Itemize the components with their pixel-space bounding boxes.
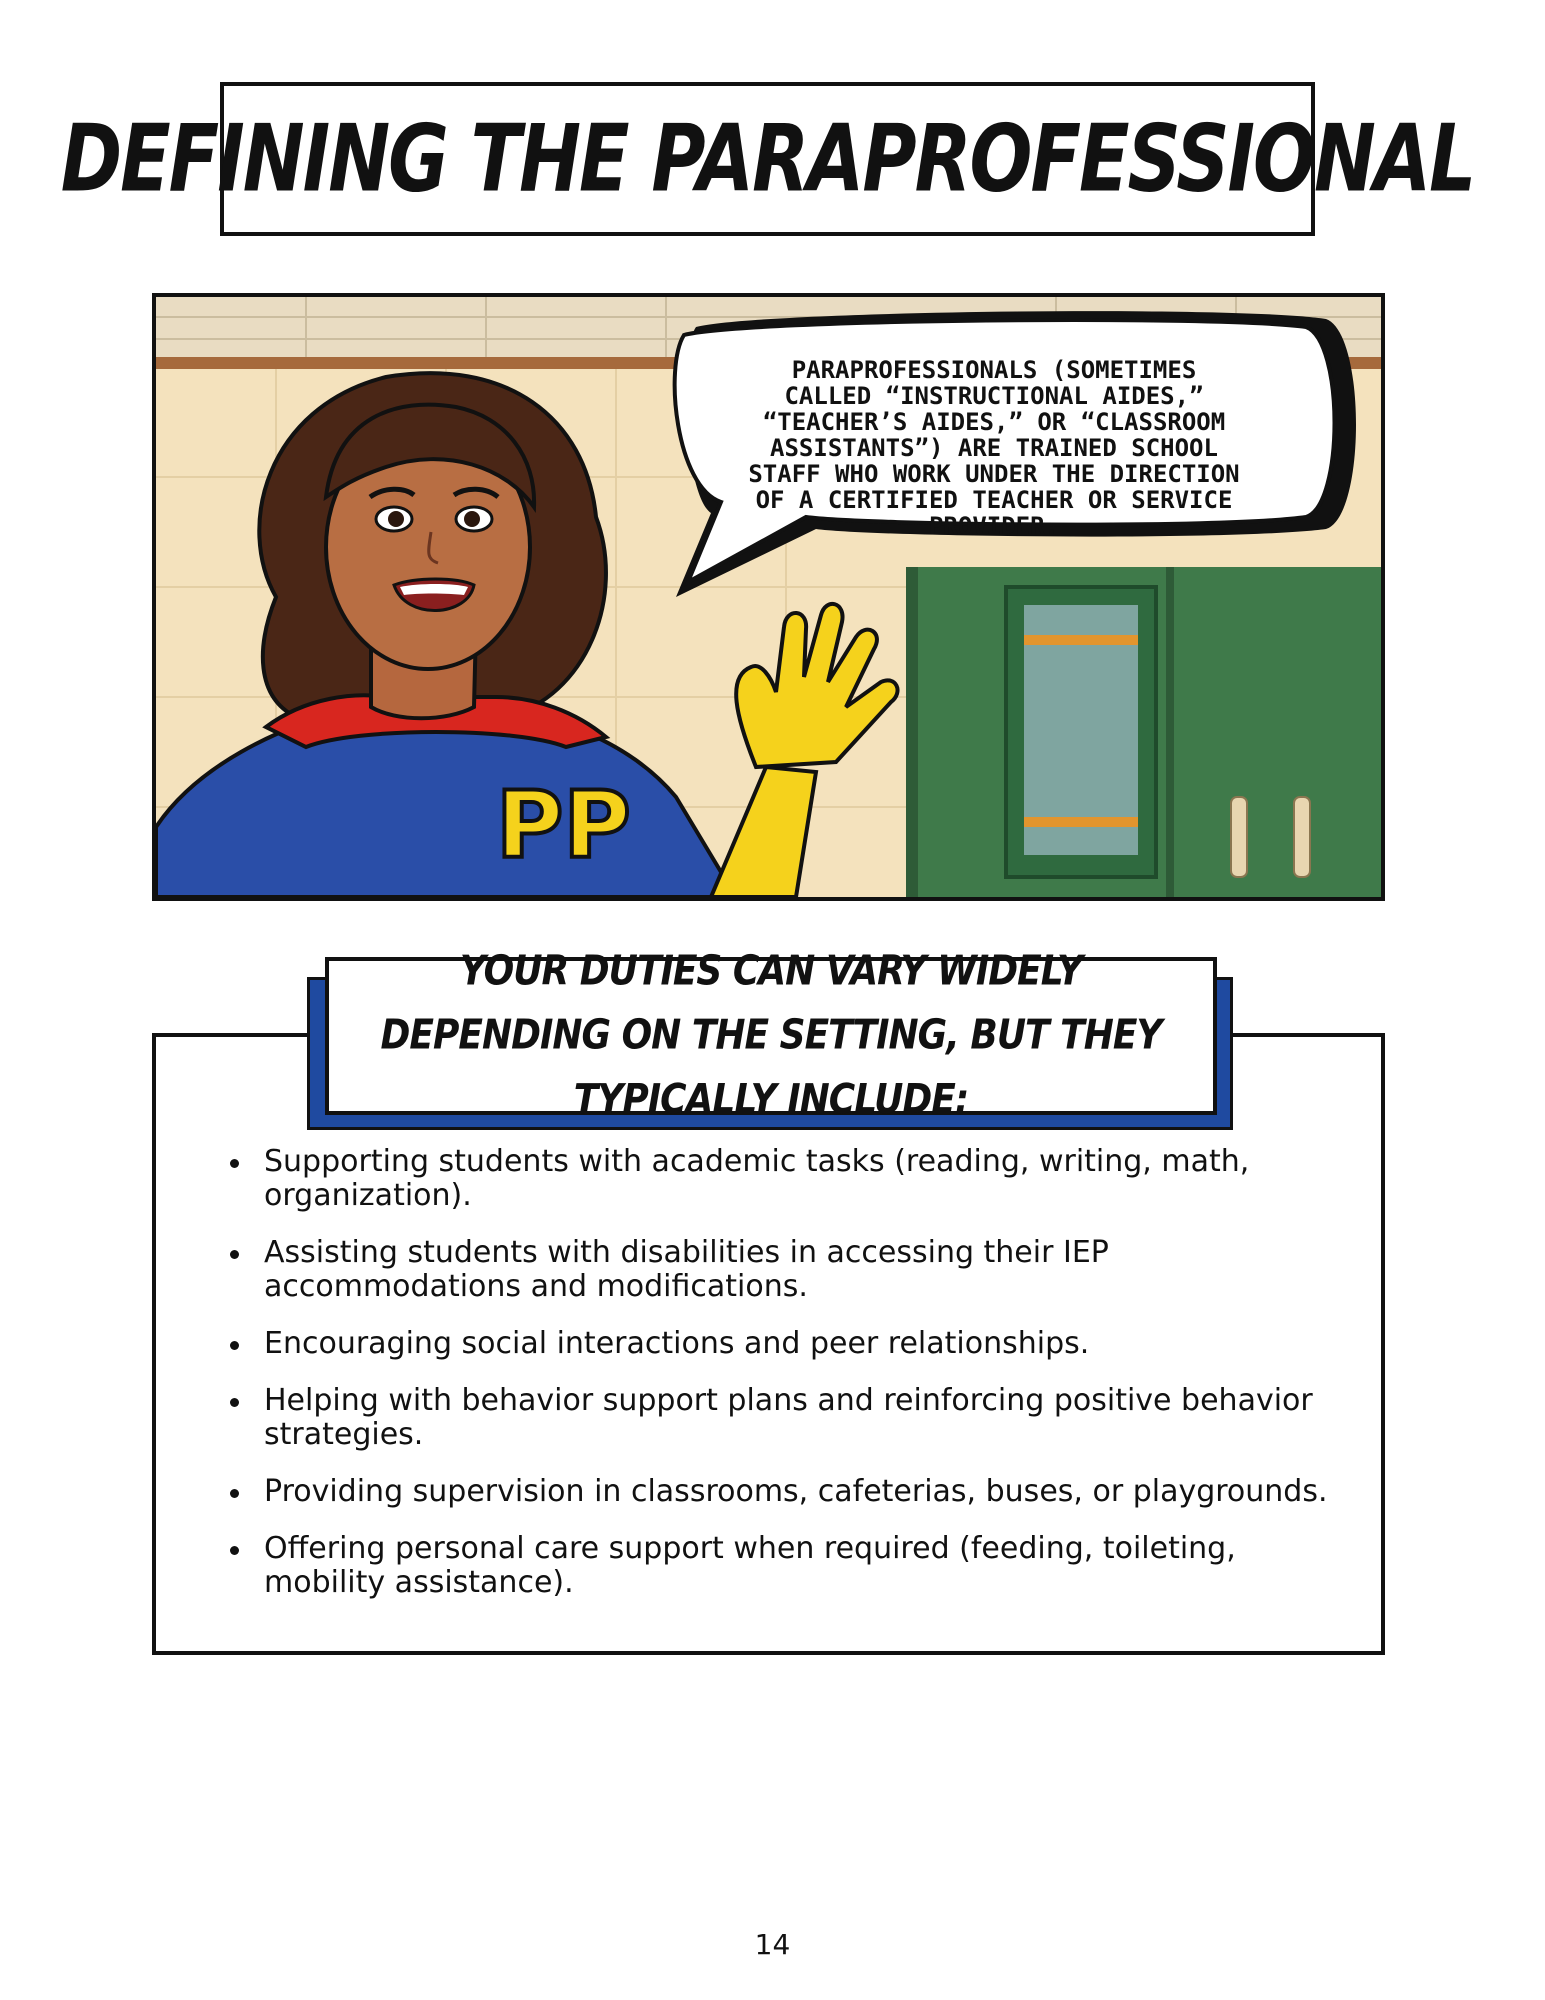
bullet-icon [230,1250,239,1259]
bullet-icon [230,1159,239,1168]
list-item [230,1384,1350,1452]
list-item-text: Offering personal care support when required (feeding, toileting, mobility assistance). [264,1531,1236,1600]
list-item-text: Providing supervision in classrooms, cafeterias, buses, or playgrounds. [264,1474,1328,1509]
page-number: 14 [754,1928,791,1961]
comic-panel [152,293,1385,901]
bullet-icon [230,1341,239,1350]
list-item-text: Helping with behavior support plans and reinforcing positive behavior strategies. [264,1383,1313,1452]
list-item [230,1145,1350,1213]
page-title: DEFINING THE PARAPROFESSIONAL [60,105,1475,213]
bullet-icon [230,1546,239,1555]
list-item [230,1327,1350,1361]
duties-list [230,1145,1350,1623]
speech-bubble-text: PARAPROFESSIONALS (SOMETIMES CALLED “INSTRUCTIONAL AIDES,” “TEACHER’S AIDES,” OR “CLASSROOM ASSISTANTS”) ARE TRAINED SCHOOL STAFF WHO WORK UNDER THE DIRECTION OF A CERTIFIED TEACHER OR SERVICE PROVIDER. [748,356,1240,540]
duties-heading: YOUR DUTIES CAN VARY WIDELY DEPENDING ON THE SETTING, BUT THEY TYPICALLY INCLUDE: [380,947,1162,1124]
title-box [60,82,1475,236]
list-item [230,1475,1350,1509]
list-item [230,1236,1350,1304]
list-item-text: Assisting students with disabilities in accessing their IEP accommodations and modifications. [264,1235,1109,1304]
bullet-icon [230,1398,239,1407]
list-item-text: Encouraging social interactions and peer relationships. [264,1326,1090,1361]
list-item-text: Supporting students with academic tasks (reading, writing, math, organization). [264,1144,1250,1213]
duties-header-box [325,947,1217,1124]
list-item [230,1532,1350,1600]
suit-emblem: PP [496,772,631,879]
bullet-icon [230,1489,239,1498]
